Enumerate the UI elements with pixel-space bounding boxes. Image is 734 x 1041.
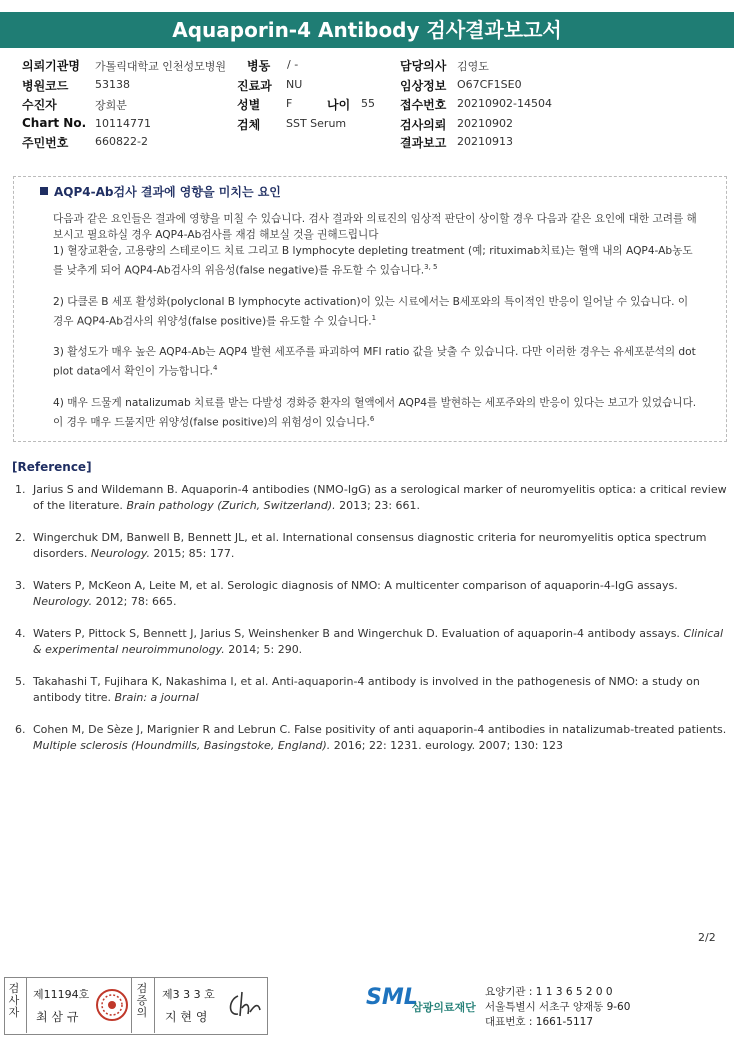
factors-intro: 다음과 같은 요인들은 결과에 영향을 미칠 수 있습니다. 검사 결과와 의료진의 임상적 판단이 상이할 경우 다음과 같은 요인에 대한 고려를 해 보시고 필요하실 경우 AQP4-Ab검사를 재검 해보실 것을 권해드립니다 <box>53 213 697 241</box>
reference-list <box>15 482 731 770</box>
reference-text: Waters P, McKeon A, Leite M, et al. Serologic diagnosis of NMO: A multicenter comparison of aquaporin-4-IgG assays. <box>33 579 678 592</box>
chart-no-label: Chart No. <box>22 116 87 130</box>
reference-number: 1. <box>15 483 26 496</box>
reference-item <box>15 530 731 562</box>
reference-tail: 2016; 22: 1231. eurology. 2007; 130: 123 <box>330 739 563 752</box>
reference-text: Takahashi T, Fujihara K, Nakashima I, et al. Anti-aquaporin-4 antibody is involved in the pathogenesis of NMO: a study on antibody titre. <box>33 675 700 704</box>
factors-body <box>53 211 701 445</box>
reference-tail: 2012; 78: 665. <box>92 595 177 608</box>
divider <box>26 978 27 1033</box>
reference-tail: 2013; 23: 661. <box>335 499 421 512</box>
factor-item-3-text: 3) 활성도가 매우 높은 AQP4-Ab는 AQP4 발현 세포주를 파괴하여 MFI ratio 값을 낮출 수 있습니다. 다만 이러한 경우는 유세포분석의 dot plot data에서 확인이 가능합니다. <box>53 346 696 378</box>
factors-title-text: AQP4-Ab검사 결과에 영향을 미치는 요인 <box>54 185 281 199</box>
approver-label: 검증의 <box>136 982 148 1019</box>
clinical-info-label: 임상정보 <box>400 79 447 93</box>
reference-text: Jarius S and Wildemann B. Aquaporin-4 antibodies (NMO-IgG) as a serological marker of neuromyelitis optica: a critical review of the literature. <box>33 483 727 512</box>
company-address: 서울특별시 서초구 양재동 9-60 <box>485 1001 631 1013</box>
receipt-no-label: 접수번호 <box>400 98 447 112</box>
reference-title: [Reference] <box>12 460 92 474</box>
request-date-label: 검사의뢰 <box>400 118 447 132</box>
age-label: 나이 <box>327 98 351 112</box>
attending-value: 김영도 <box>457 60 489 73</box>
reference-item <box>15 674 731 706</box>
patient-name-value: 장희분 <box>95 99 127 112</box>
reference-number: 6. <box>15 723 26 736</box>
resident-no-label: 주민번호 <box>22 136 69 150</box>
reference-journal: Multiple sclerosis (Houndmills, Basingstoke, England). <box>33 739 331 752</box>
examiner-label: 검사자 <box>8 982 20 1019</box>
factor-item-4 <box>53 395 701 431</box>
resident-no-value: 660822-2 <box>95 135 148 148</box>
hospital-code-label: 병원코드 <box>22 79 69 93</box>
request-date-value: 20210902 <box>457 117 513 130</box>
company-phone: 대표번호 : 1661-5117 <box>485 1016 594 1028</box>
sex-value: F <box>286 97 293 110</box>
factor-item-2 <box>53 294 701 330</box>
factor-item-3-ref: 4 <box>212 364 218 373</box>
reference-number: 2. <box>15 531 26 544</box>
attending-label: 담당의사 <box>400 59 447 73</box>
factor-item-2-ref: 1 <box>371 313 377 322</box>
divider <box>154 978 155 1033</box>
factor-item-2-text: 2) 다클론 B 세포 활성화(polyclonal B lymphocyte activation)이 있는 시료에서는 B세포와의 특이적인 반응이 일어날 수 있습니다. 이 경우 AQP4-Ab검사의 위양성(false positive)를 유도할 수 있습니다. <box>53 295 689 328</box>
company-info <box>485 985 630 1030</box>
factor-item-1 <box>53 243 701 279</box>
factor-item-3 <box>53 344 701 380</box>
reference-text: Waters P, Pittock S, Bennett J, Jarius S, Weinshenker B and Wingerchuk D. Evaluation of aquaporin-4 antibody assays. <box>33 627 684 640</box>
department-label: 진료과 <box>237 79 272 93</box>
specimen-label: 검체 <box>237 118 261 132</box>
factor-item-1-ref: 3, 5 <box>424 263 438 271</box>
ward-label: 병동 <box>247 59 271 73</box>
examiner-license-no: 제11194호 <box>33 988 90 1001</box>
reference-item <box>15 482 731 514</box>
report-date-value: 20210913 <box>457 135 513 148</box>
reference-text: Wingerchuk DM, Banwell B, Bennett JL, et al. International consensus diagnostic criteria for neuromyelitis optica spectrum disorders. <box>33 531 707 560</box>
factor-item-4-text: 4) 매우 드물게 natalizumab 치료를 받는 다발성 경화증 환자의 혈액에서 AQP4를 발현하는 세포주와의 반응이 있다는 보고가 있었습니다. 이 경우 매우 드물지만 위양성(false positive)의 위험성이 있습니다. <box>53 396 697 429</box>
report-title: Aquaporin-4 Antibody 검사결과보고서 <box>0 12 734 48</box>
reference-journal: Neurology. <box>33 595 93 608</box>
reference-tail: 2014; 5: 290. <box>224 643 303 656</box>
factor-item-4-ref: 6 <box>369 414 375 423</box>
reference-item <box>15 626 731 658</box>
reference-tail: 2015; 85: 177. <box>149 547 235 560</box>
receipt-no-value: 20210902-14504 <box>457 97 552 110</box>
chart-no-value: 10114771 <box>95 117 151 130</box>
sml-logo-subtitle: 삼광의료재단 <box>412 1001 476 1014</box>
divider <box>131 978 132 1033</box>
examiner-name: 최 삼 규 <box>36 1010 79 1024</box>
signature-mark <box>224 988 264 1026</box>
company-code: 요양기관 : 1 1 3 6 5 2 0 0 <box>485 986 613 998</box>
approver-license-no: 제3 3 3 호 <box>162 988 215 1001</box>
factors-title <box>40 183 281 200</box>
reference-journal: Brain pathology (Zurich, Switzerland). <box>126 499 336 512</box>
institution-label: 의뢰기관명 <box>22 59 80 73</box>
reference-number: 4. <box>15 627 26 640</box>
square-bullet-icon <box>40 187 48 195</box>
institution-value: 가톨릭대학교 인천성모병원 <box>95 60 227 73</box>
reference-item <box>15 578 731 610</box>
reference-number: 3. <box>15 579 26 592</box>
factor-item-1-text: 1) 혈장교환술, 고용량의 스테로이드 치료 그리고 B lymphocyte depleting treatment (예; rituximab치료)는 혈액 내의 AQP4-Ab농도를 낮추게 되어 AQP4-Ab검사의 위음성(false negative)를 유도할 수 있습니다. <box>53 245 693 277</box>
hospital-code-value: 53138 <box>95 78 130 91</box>
seal-stamp <box>95 988 129 1026</box>
report-date-label: 결과보고 <box>400 136 447 150</box>
page-number: 2/2 <box>698 931 716 944</box>
reference-journal: Neurology. <box>90 547 150 560</box>
reference-journal: Brain: a journal <box>114 691 199 704</box>
patient-name-label: 수진자 <box>22 98 57 112</box>
reference-text: Cohen M, De Sèze J, Marignier R and Lebrun C. False positivity of anti aquaporin-4 antibodies in natalizumab-treated patients. <box>33 723 727 736</box>
approver-name: 지 현 영 <box>165 1010 208 1024</box>
sex-label: 성별 <box>237 98 261 112</box>
department-value: NU <box>286 78 303 91</box>
clinical-info-value: O67CF1SE0 <box>457 78 522 91</box>
reference-number: 5. <box>15 675 26 688</box>
reference-journal: Clinical & experimental neuroimmunology. <box>33 627 724 656</box>
sml-logo: SML <box>366 985 418 1010</box>
reference-item <box>15 722 731 754</box>
age-value: 55 <box>361 97 375 110</box>
specimen-value: SST Serum <box>286 117 347 130</box>
ward-value: / - <box>287 58 299 71</box>
